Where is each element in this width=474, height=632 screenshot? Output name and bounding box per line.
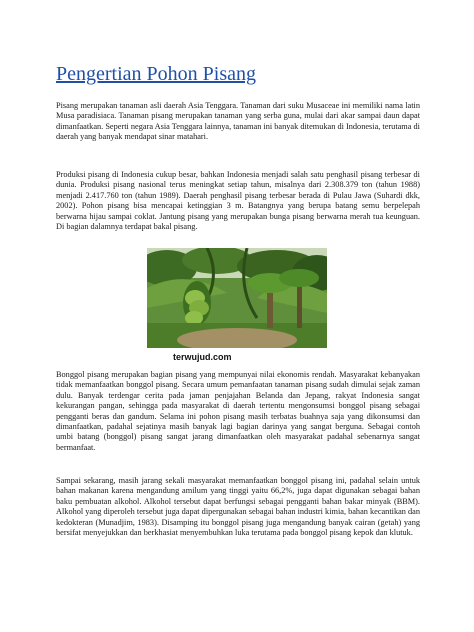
paragraph-production: Produksi pisang di Indonesia cukup besar, bahkan Indonesia menjadi salah satu penghasil pisang terbesar di dunia. Produksi pisang nasional terus meningkat setiap tahun, misalnya dari 2.308.379 ton (tahun 1988) menjadi 2.417.760 ton (tahun 1989). Daerah penghasil pisang terbesar berada di Pulau Jawa (Suhardi dkk, 2002). Pohon pisang bisa mencapai ketinggian 3 m. Batangnya yang berupa batang semu berpelepah berwarna hijau sampai coklat. Jantung pisang yang merupakan bunga pisang berwarna merah tua keunguan. Di bagian dalamnya terdapat bakal pisang. (56, 170, 420, 232)
paragraph-usage: Sampai sekarang, masih jarang sekali masyarakat memanfaatkan bonggol pisang ini, padahal selain untuk bahan makanan karena mengandung amilum yang tinggi yaitu 66,2%, juga dapat digunakan sebagai bahan baku pembuatan alkohol. Alkohol tersebut dapat berfungsi sebagai pengganti bahan bakar minyak (BBM). Alkohol yang diperoleh tersebut juga dapat dipergunakan sebagai bahan industri kimia, bahan kecantikan dan kedokteran (Munadjim, 1983). Disamping itu bonggol pisang juga mengandung banyak cairan (getah) yang bersifat menyejukkan dan berkhasiat menyembuhkan luka terutama pada bonggol pisang kepok dan klutuk. (56, 476, 420, 538)
paragraph-intro: Pisang merupakan tanaman asli daerah Asia Tenggara. Tanaman dari suku Musaceae ini memiliki nama latin Musa paradisiaca. Tanaman pisang merupakan tanaman yang serba guna, mulai dari akar sampai daun dapat dimanfaatkan. Seperti negara Asia Tenggara lainnya, tanaman ini banyak ditemukan di Indonesia, terutama di daerah yang banyak mendapat sinar matahari. (56, 101, 420, 142)
image-caption: terwujud.com (173, 352, 232, 362)
page-title[interactable]: Pengertian Pohon Pisang (56, 63, 256, 85)
banana-tree-photo (147, 248, 327, 348)
paragraph-bonggol: Bonggol pisang merupakan bagian pisang yang mempunyai nilai ekonomis rendah. Masyarakat kebanyakan tidak memanfaatkan bonggol pisang. Secara umum pemanfaatan tanaman pisang sudah dimulai sejak zaman dulu. Banyak terdengar cerita pada jaman penjajahan Belanda dan Jepang, rakyat Indonesia sangat kekurangan pangan, sehingga pada masyarakat di daerah tertentu mengonsumsi bonggol pisang sebagai pengganti beras dan gandum. Selama ini pohon pisang masih terbatas buahnya saja yang dikonsumsi dan dimanfaatkan, padahal sejatinya masih banyak lagi bagian darinya yang sangat berguna. Sebagai contoh umbi batang (bonggol) pisang sangat jarang dimanfaatkan oleh masyarakat padahal sebenarnya sangat bermanfaat. (56, 370, 420, 452)
